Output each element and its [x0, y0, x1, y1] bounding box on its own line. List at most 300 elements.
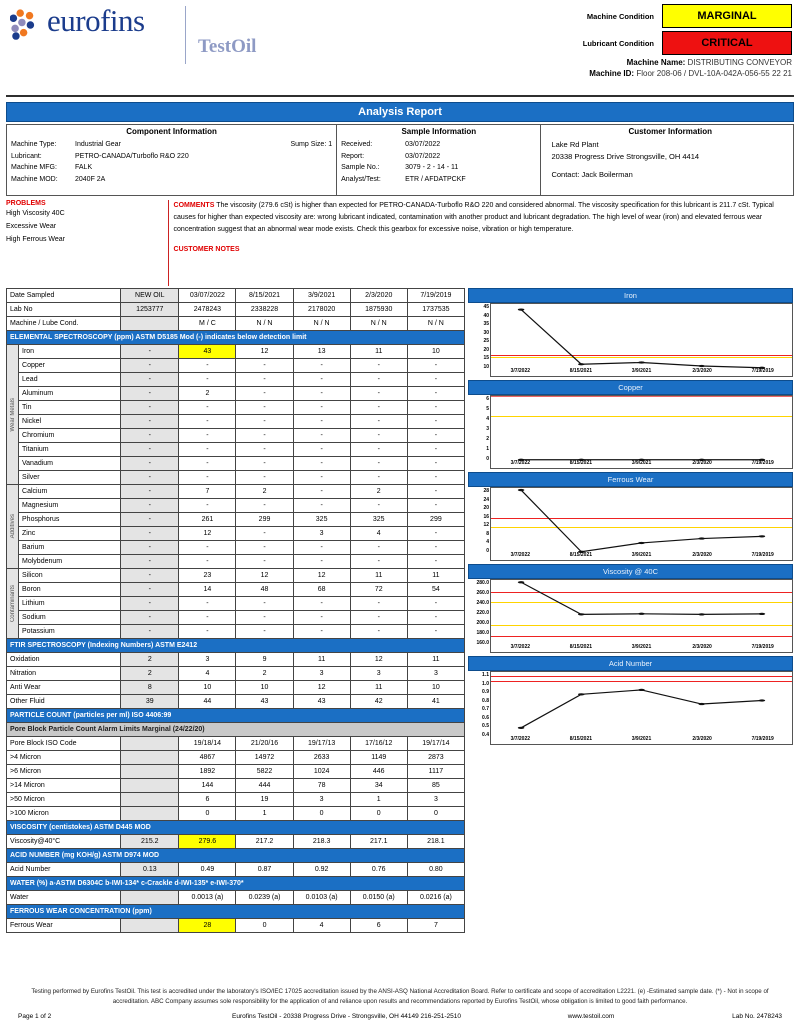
comments-heading: COMMENTS: [173, 202, 215, 209]
trend-chart: [468, 380, 793, 469]
x-axis-tick: 3/7/2022: [510, 460, 531, 466]
info-row: [341, 162, 536, 174]
new-oil-value: -: [121, 401, 179, 415]
result-value: -: [236, 471, 293, 485]
new-oil-value: -: [121, 611, 179, 625]
result-value: 85: [407, 779, 464, 793]
result-value: -: [350, 471, 407, 485]
new-oil-value: [121, 779, 179, 793]
lubricant-condition-label: Lubricant Condition: [582, 38, 654, 48]
new-oil-value: -: [121, 485, 179, 499]
result-value: 28: [179, 919, 236, 933]
y-axis-tick: 10: [483, 364, 489, 370]
analyte-name: Boron: [19, 583, 121, 597]
result-value: -: [179, 373, 236, 387]
result-value: 1149: [350, 751, 407, 765]
result-value: 2: [350, 485, 407, 499]
result-value: -: [350, 625, 407, 639]
result-value: 4: [293, 919, 350, 933]
comments-text: The viscosity (279.6 cSt) is higher than expected for PETRO-CANADA-Turboflo R&O 220 and considered abnormal. The viscosity specification for this lubricant is 211.7 cSt. Typical causes for higher than expected viscosity are: wrong lubricant indicated, contamination with another product and lubricant degradation. The high level of wear (iron) and elevated ferrous wear concentration suggest that an abnormal wear mode exists. Check this gearbox for excessive noise, vibration or high temperature.: [173, 202, 774, 234]
x-axis-tick: 2/3/2020: [692, 644, 712, 650]
y-axis-tick: 220.0: [476, 610, 489, 616]
chart-title: Copper: [468, 380, 793, 395]
result-value: 78: [293, 779, 350, 793]
result-value: 48: [236, 583, 293, 597]
result-value: -: [407, 625, 464, 639]
result-value: -: [179, 429, 236, 443]
result-value: 34: [350, 779, 407, 793]
result-value: -: [236, 415, 293, 429]
result-value: -: [350, 401, 407, 415]
result-value: 11: [293, 653, 350, 667]
x-axis-tick: 3/7/2022: [510, 552, 531, 558]
result-value: 4: [179, 667, 236, 681]
x-axis-tick: 7/19/2019: [751, 460, 774, 466]
data-series: [491, 672, 792, 744]
new-oil-value: -: [121, 597, 179, 611]
eurofins-logo: [10, 4, 145, 42]
table-row: [7, 387, 465, 401]
x-axis-tick: 3/9/2021: [631, 736, 652, 742]
result-value: 217.2: [236, 835, 293, 849]
analyte-name: Phosphorus: [19, 513, 121, 527]
x-axis: [490, 552, 793, 561]
result-value: 19/18/14: [179, 737, 236, 751]
problem-item: Excessive Wear: [6, 223, 57, 230]
new-oil-value: -: [121, 583, 179, 597]
analyte-name: >14 Micron: [7, 779, 121, 793]
page-header: [0, 0, 800, 95]
date-header: 2/3/2020: [350, 289, 407, 303]
result-value: 279.6: [179, 835, 236, 849]
result-value: -: [293, 373, 350, 387]
result-value: 42: [350, 695, 407, 709]
chart-title: Iron: [468, 288, 793, 303]
y-axis-tick: 1: [486, 446, 489, 452]
machine-lube-value: N / N: [350, 317, 407, 331]
new-oil-value: [121, 793, 179, 807]
result-value: 325: [293, 513, 350, 527]
y-axis-tick: 0: [486, 456, 489, 462]
table-row: [7, 415, 465, 429]
table-row: [7, 429, 465, 443]
plot-region: [490, 671, 793, 745]
result-value: -: [179, 457, 236, 471]
header-divider: [6, 95, 794, 97]
result-value: 7: [179, 485, 236, 499]
result-value: 217.1: [350, 835, 407, 849]
analyte-name: Aluminum: [19, 387, 121, 401]
row-group-label: Contaminants: [7, 569, 19, 639]
table-row: [7, 793, 465, 807]
chart-title: Ferrous Wear: [468, 472, 793, 487]
y-axis-tick: 45: [483, 304, 489, 310]
plot-region: [490, 303, 793, 377]
table-row: [7, 681, 465, 695]
new-oil-value: -: [121, 373, 179, 387]
result-value: 43: [293, 695, 350, 709]
result-value: -: [236, 611, 293, 625]
result-value: 2: [236, 485, 293, 499]
result-value: 10: [236, 681, 293, 695]
y-axis-tick: 24: [483, 496, 489, 503]
machine-lube-value: N / N: [407, 317, 464, 331]
info-value: PETRO-CANADA/Turboflo R&O 220: [75, 152, 189, 160]
analyte-name: Vanadium: [19, 457, 121, 471]
y-axis-tick: 240.0: [476, 600, 489, 606]
x-axis-tick: 8/15/2021: [569, 552, 593, 558]
chart-title: Acid Number: [468, 656, 793, 671]
analyte-name: Calcium: [19, 485, 121, 499]
result-value: 0: [179, 807, 236, 821]
info-value: ETR / AFDATPCKF: [405, 175, 466, 183]
table-row: [7, 891, 465, 905]
y-axis: [468, 487, 490, 561]
info-row: [341, 151, 536, 163]
result-value: -: [350, 387, 407, 401]
new-oil-value: [121, 737, 179, 751]
table-row: [7, 695, 465, 709]
customer-information-title: Customer Information: [628, 127, 712, 136]
plot-region: [490, 395, 793, 469]
section-title: VISCOSITY (centistokes) ASTM D445 MOD: [7, 821, 465, 835]
y-axis-tick: 0.6: [482, 714, 489, 721]
result-value: 325: [350, 513, 407, 527]
analyte-name: Water: [7, 891, 121, 905]
new-oil-value: [121, 891, 179, 905]
analyte-name: >4 Micron: [7, 751, 121, 765]
table-row: [7, 471, 465, 485]
result-value: -: [407, 457, 464, 471]
y-axis-tick: 5: [486, 406, 489, 412]
result-value: 3: [293, 667, 350, 681]
y-axis-tick: 0.9: [482, 689, 489, 696]
result-value: 21/20/16: [236, 737, 293, 751]
analyte-name: Lithium: [19, 597, 121, 611]
chart-title: Viscosity @ 40C: [468, 564, 793, 579]
new-oil-value: [121, 807, 179, 821]
new-oil-value: [121, 751, 179, 765]
table-row: [7, 611, 465, 625]
y-axis: [468, 671, 490, 745]
analyte-name: Chromium: [19, 429, 121, 443]
new-oil-value: [121, 765, 179, 779]
table-row: [7, 401, 465, 415]
result-value: -: [236, 555, 293, 569]
y-axis-tick: 200.0: [476, 620, 489, 626]
table-row: [7, 569, 465, 583]
table-row: [7, 317, 465, 331]
result-value: 444: [236, 779, 293, 793]
analyte-name: Other Fluid: [7, 695, 121, 709]
info-value: 2040F 2A: [75, 175, 106, 183]
machine-name-value: DISTRIBUTING CONVEYOR: [687, 58, 792, 67]
info-value: 3079 - 2 - 14 - 11: [405, 164, 459, 171]
chart-plot-area: [468, 487, 793, 561]
result-value: 0.0103 (a): [293, 891, 350, 905]
brand-sub: TestOil: [198, 36, 257, 57]
y-axis-tick: 160.0: [476, 640, 489, 646]
table-row: [7, 667, 465, 681]
component-rows: [11, 139, 332, 185]
result-value: -: [179, 597, 236, 611]
lab-no-label: Lab No: [7, 303, 121, 317]
analyte-name: Anti Wear: [7, 681, 121, 695]
result-value: 3: [293, 793, 350, 807]
x-axis-tick: 7/19/2019: [751, 552, 774, 558]
plot-region: [490, 579, 793, 653]
result-value: -: [179, 611, 236, 625]
result-value: 0.0013 (a): [179, 891, 236, 905]
footer-website-link[interactable]: www.testoil.com: [567, 1013, 615, 1020]
table-row: [7, 583, 465, 597]
result-value: 54: [407, 583, 464, 597]
table-row: [7, 513, 465, 527]
table-section-header: [7, 849, 465, 863]
y-axis-tick: 12: [483, 522, 489, 529]
y-axis-tick: 260.0: [476, 590, 489, 596]
new-oil-value: -: [121, 499, 179, 513]
table-row: [7, 289, 465, 303]
result-value: 4867: [179, 751, 236, 765]
new-oil-value: 215.2: [121, 835, 179, 849]
y-axis-tick: 6: [486, 396, 489, 402]
info-row: [11, 151, 332, 163]
x-axis: [490, 644, 793, 653]
result-value: 0.92: [293, 863, 350, 877]
row-group-label: Additives: [7, 485, 19, 569]
sample-rows: [341, 139, 536, 185]
new-oil-value: [121, 919, 179, 933]
result-value: -: [179, 415, 236, 429]
result-value: 11: [350, 345, 407, 359]
result-value: 11: [407, 569, 464, 583]
result-value: 23: [179, 569, 236, 583]
result-value: -: [293, 401, 350, 415]
result-value: -: [293, 611, 350, 625]
trend-charts-container: [468, 288, 793, 748]
problem-item: High Ferrous Wear: [6, 236, 66, 243]
result-value: 12: [179, 527, 236, 541]
trend-chart: [468, 288, 793, 377]
table-row: [7, 625, 465, 639]
x-axis-tick: 3/9/2021: [631, 644, 652, 650]
result-value: 4: [350, 527, 407, 541]
y-axis-tick: 4: [486, 539, 489, 546]
sample-information-title: Sample Information: [401, 127, 477, 136]
machine-lube-value: M / C: [179, 317, 236, 331]
analyte-name: Oxidation: [7, 653, 121, 667]
problems-heading: PROBLEMS: [6, 200, 46, 207]
result-value: 5822: [236, 765, 293, 779]
result-value: 0.0216 (a): [407, 891, 464, 905]
new-oil-value: 2: [121, 667, 179, 681]
result-value: -: [407, 611, 464, 625]
section-title: PARTICLE COUNT (particles per ml) ISO 4406:99: [7, 709, 465, 723]
y-axis-tick: 280.0: [476, 580, 489, 586]
y-axis: [468, 579, 490, 653]
machine-name-label: Machine Name:: [626, 58, 686, 67]
comments-body: [174, 200, 794, 237]
result-value: -: [407, 485, 464, 499]
y-axis-tick: 40: [483, 312, 489, 319]
table-row: [7, 737, 465, 751]
x-axis-tick: 8/15/2021: [569, 460, 593, 466]
table-row: [7, 863, 465, 877]
y-axis-tick: 1.0: [482, 680, 489, 687]
result-value: -: [236, 457, 293, 471]
result-value: -: [179, 499, 236, 513]
result-value: 218.3: [293, 835, 350, 849]
customer-contact: Contact: Jack Boilerman: [551, 170, 633, 179]
result-value: -: [350, 499, 407, 513]
result-value: -: [293, 443, 350, 457]
x-axis: [490, 460, 793, 469]
result-value: 11: [407, 653, 464, 667]
result-value: 1: [350, 793, 407, 807]
result-value: -: [350, 457, 407, 471]
info-key: Machine MOD:: [11, 175, 58, 183]
result-value: 11: [350, 569, 407, 583]
result-value: -: [407, 387, 464, 401]
analyte-name: Iron: [19, 345, 121, 359]
table-section-header: [7, 905, 465, 919]
result-value: -: [293, 457, 350, 471]
analyte-name: Titanium: [19, 443, 121, 457]
result-value: 12: [236, 345, 293, 359]
new-oil-value: 2: [121, 653, 179, 667]
machine-lube-value: N / N: [293, 317, 350, 331]
analyte-name: Viscosity@40°C: [7, 835, 121, 849]
chart-plot-area: [468, 579, 793, 653]
trend-chart: [468, 472, 793, 561]
result-value: -: [407, 527, 464, 541]
problem-item: High Viscosity 40C: [6, 210, 65, 217]
machine-lube-new: [121, 317, 179, 331]
table-row: [7, 751, 465, 765]
result-value: 144: [179, 779, 236, 793]
info-value: 03/07/2022: [405, 141, 441, 148]
result-value: 13: [293, 345, 350, 359]
result-value: 19: [236, 793, 293, 807]
table-section-header: [7, 877, 465, 891]
new-oil-value: -: [121, 555, 179, 569]
result-value: 3: [293, 527, 350, 541]
result-value: 0: [407, 807, 464, 821]
section-title: FTIR SPECTROSCOPY (Indexing Numbers) ASTM E2412: [7, 639, 465, 653]
result-value: 6: [350, 919, 407, 933]
result-value: 1892: [179, 765, 236, 779]
result-value: -: [236, 499, 293, 513]
result-value: -: [350, 611, 407, 625]
y-axis-tick: 0.8: [482, 697, 489, 704]
new-oil-value: -: [121, 569, 179, 583]
result-value: 11: [350, 681, 407, 695]
result-value: 3: [179, 653, 236, 667]
result-value: 299: [236, 513, 293, 527]
analyte-name: Molybdenum: [19, 555, 121, 569]
info-row: [341, 139, 536, 151]
x-axis-tick: 3/7/2022: [510, 736, 531, 742]
new-oil-value: 8: [121, 681, 179, 695]
result-value: -: [293, 541, 350, 555]
result-value: -: [293, 485, 350, 499]
trend-chart: [468, 656, 793, 745]
result-value: -: [407, 373, 464, 387]
machine-condition-label: Machine Condition: [586, 11, 654, 21]
condition-block: [462, 4, 792, 78]
table-row: [7, 485, 465, 499]
brand-name: eurofins: [47, 3, 145, 38]
machine-name-line: [462, 58, 792, 67]
analyte-name: Magnesium: [19, 499, 121, 513]
component-information-title: Component Information: [126, 127, 217, 136]
x-axis-tick: 3/7/2022: [510, 368, 531, 374]
customer-notes-heading: CUSTOMER NOTES: [173, 245, 240, 253]
result-value: 12: [350, 653, 407, 667]
x-axis-tick: 7/19/2019: [751, 368, 774, 374]
new-oil-header: NEW OIL: [121, 289, 179, 303]
analyte-name: Tin: [19, 401, 121, 415]
new-oil-value: -: [121, 443, 179, 457]
result-value: 19/17/14: [407, 737, 464, 751]
y-axis-tick: 0.4: [482, 732, 489, 738]
analyte-name: Nickel: [19, 415, 121, 429]
y-axis-tick: 16: [483, 513, 489, 520]
result-value: 17/16/12: [350, 737, 407, 751]
info-key: Report:: [341, 152, 365, 160]
new-oil-value: 0.13: [121, 863, 179, 877]
machine-condition-badge: MARGINAL: [662, 4, 792, 28]
table-row: [7, 555, 465, 569]
information-panels: [6, 124, 794, 196]
result-value: -: [293, 597, 350, 611]
result-value: -: [236, 373, 293, 387]
result-value: 1: [236, 807, 293, 821]
result-value: -: [236, 387, 293, 401]
lubricant-condition-badge: CRITICAL: [662, 31, 792, 55]
info-value: 03/07/2022: [405, 152, 441, 160]
footer-disclaimer: Testing performed by Eurofins TestOil. This test is accredited under the laboratory's ISO/IEC 17025 accreditation issued by the ANSI-ASQ National Accreditation Board. Refer to certificate and scope of accreditation L2221. (e) -Estimated sample date. (*) - Not in scope of accreditation. ABC Company assumes sole responsibility for the application of and reliance upon results and recommendations reported by Eurofins TestOil, whose obligation is limited to good faith performance.: [31, 988, 769, 1005]
new-oil-value: -: [121, 429, 179, 443]
customer-information-panel: [541, 125, 793, 195]
analyte-name: Nitration: [7, 667, 121, 681]
new-oil-value: -: [121, 345, 179, 359]
table-row: [7, 443, 465, 457]
result-value: 41: [407, 695, 464, 709]
info-row: [11, 162, 332, 174]
analyte-name: >100 Micron: [7, 807, 121, 821]
result-value: 14: [179, 583, 236, 597]
x-axis: [490, 368, 793, 377]
analyte-name: Copper: [19, 359, 121, 373]
result-value: 0: [350, 807, 407, 821]
result-value: 19/17/13: [293, 737, 350, 751]
x-axis-tick: 2/3/2020: [692, 736, 712, 742]
result-value: -: [407, 443, 464, 457]
x-axis-tick: 8/15/2021: [569, 644, 593, 650]
y-axis-tick: 2: [486, 436, 489, 442]
result-value: 12: [293, 569, 350, 583]
result-value: 3: [407, 667, 464, 681]
section-title: ACID NUMBER (mg KOH/g) ASTM D974 MOD: [7, 849, 465, 863]
result-value: 12: [293, 681, 350, 695]
page-title: Analysis Report: [6, 102, 794, 122]
result-value: 12: [236, 569, 293, 583]
date-sampled-label: Date Sampled: [7, 289, 121, 303]
y-axis-tick: 30: [483, 329, 489, 336]
result-value: -: [236, 359, 293, 373]
